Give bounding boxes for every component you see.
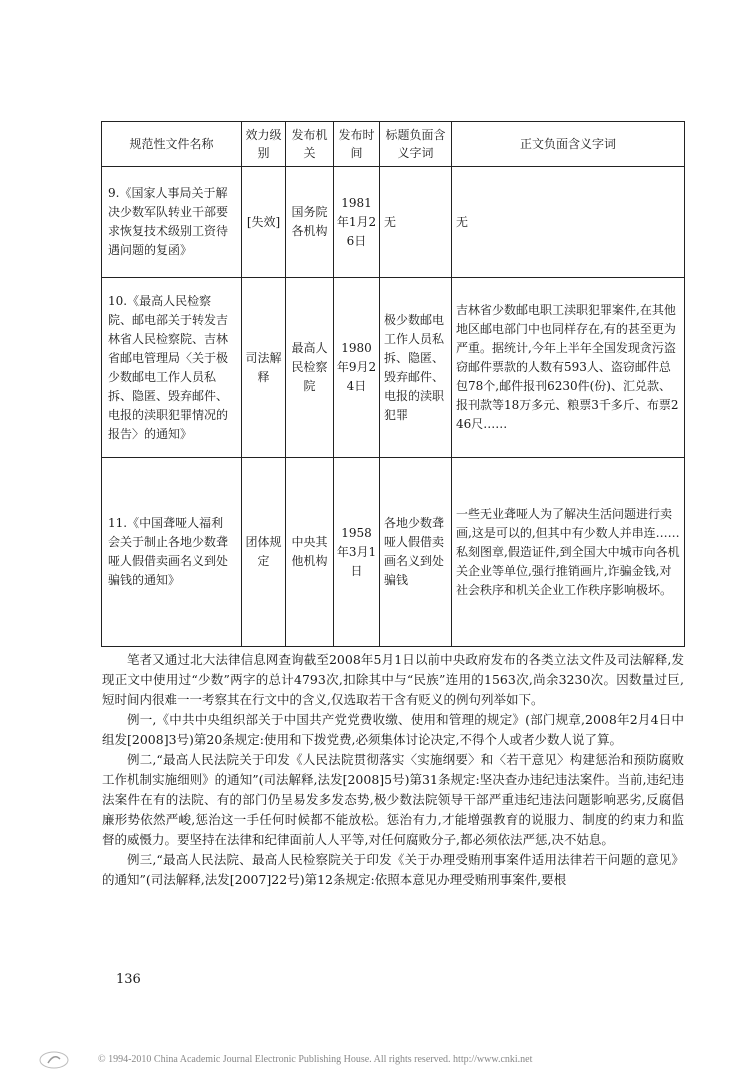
page-number: 136 — [116, 972, 141, 987]
row-org: 国务院各机构 — [286, 167, 334, 278]
header-time: 发布时间 — [334, 122, 380, 167]
table-header-row — [102, 122, 685, 167]
row-title-words: 极少数邮电工作人员私拆、隐匿、毁弃邮件、电报的渎职犯罪 — [380, 278, 452, 458]
row-org: 中央其他机构 — [286, 458, 334, 647]
publisher-logo-icon — [38, 1050, 70, 1070]
body-text — [102, 650, 684, 890]
row-title-words: 无 — [380, 167, 452, 278]
regulation-table — [101, 121, 685, 647]
row-org: 最高人民检察院 — [286, 278, 334, 458]
footer-text: © 1994-2010 China Academic Journal Electronic Publishing House. All rights reserved. http://www.cnki.net — [98, 1054, 533, 1065]
paragraph: 笔者又通过北大法律信息网查询截至2008年5月1日以前中央政府发布的各类立法文件及司法解释,发现正文中使用过“少数”两字的总计4793次,扣除其中与“民族”连用的1563次,尚余3230次。因数量过巨,短时间内很难一一考察其在行文中的含义,仅选取若干含有贬义的例句列举如下。 — [102, 652, 684, 707]
row-body-words: 一些无业聋哑人为了解决生活问题进行卖画,这是可以的,但其中有少数人并串连……私刻图章,假造证件,到全国大中城市向各机关企业等单位,强行推销画片,诈骗金钱,对社会秩序和机关企业工作秩序影响极坏。 — [452, 458, 685, 647]
table-row — [102, 278, 685, 458]
row-body-words: 吉林省少数邮电职工渎职犯罪案件,在其他地区邮电部门中也同样存在,有的甚至更为严重。据统计,今年上半年全国发现贪污盗窃邮件票款的人数有593人、盗窃邮件总包78个,邮件报刊6230件(份)、汇兑款、报刊款等18万多元、粮票3千多斤、布票246尺…… — [452, 278, 685, 458]
row-level: [失效] — [242, 167, 286, 278]
header-org: 发布机关 — [286, 122, 334, 167]
header-name: 规范性文件名称 — [102, 122, 242, 167]
paragraph: 例一,《中共中央组织部关于中国共产党党费收缴、使用和管理的规定》(部门规章,2008年2月4日中组发[2008]3号)第20条规定:使用和下拨党费,必须集体讨论决定,不得个人或者少数人说了算。 — [102, 712, 684, 747]
header-body-words: 正文负面含义字词 — [452, 122, 685, 167]
header-title-words: 标题负面含义字词 — [380, 122, 452, 167]
table-row — [102, 458, 685, 647]
row-time: 1980年9月24日 — [334, 278, 380, 458]
paragraph: 例三,“最高人民法院、最高人民检察院关于印发《关于办理受贿刑事案件适用法律若干问题的意见》的通知”(司法解释,法发[2007]22号)第12条规定:依照本意见办理受贿刑事案件,要根 — [102, 852, 684, 887]
row-title-words: 各地少数聋哑人假借卖画名义到处骗钱 — [380, 458, 452, 647]
row-name: 9.《国家人事局关于解决少数军队转业干部要求恢复技术级别工资待遇问题的复函》 — [102, 167, 242, 278]
row-name: 10.《最高人民检察院、邮电部关于转发吉林省人民检察院、吉林省邮电管理局〈关于极少数邮电工作人员私拆、隐匿、毁弃邮件、电报的渎职犯罪情况的报告〉的通知》 — [102, 278, 242, 458]
row-level: 团体规定 — [242, 458, 286, 647]
row-time: 1981年1月26日 — [334, 167, 380, 278]
row-name: 11.《中国聋哑人福利会关于制止各地少数聋哑人假借卖画名义到处骗钱的通知》 — [102, 458, 242, 647]
paragraph: 例二,“最高人民法院关于印发《人民法院贯彻落实〈实施纲要〉和〈若干意见〉构建惩治和预防腐败工作机制实施细则》的通知”(司法解释,法发[2008]5号)第31条规定:坚决查办违纪违法案件。当前,违纪违法案件在有的法院、有的部门仍呈易发多发态势,极少数法院领导干部严重违纪违法问题影响恶劣,反腐倡廉形势依然严峻,惩治这一手任何时候都不能放松。惩治有力,才能增强教育的说服力、制度的约束力和监督的威慑力。要坚持在法律和纪律面前人人平等,对任何腐败分子,都必须依法严惩,决不姑息。 — [102, 752, 684, 847]
header-level: 效力级别 — [242, 122, 286, 167]
row-level: 司法解释 — [242, 278, 286, 458]
table-row — [102, 167, 685, 278]
row-body-words: 无 — [452, 167, 685, 278]
row-time: 1958年3月1日 — [334, 458, 380, 647]
copyright-footer — [38, 1050, 708, 1072]
